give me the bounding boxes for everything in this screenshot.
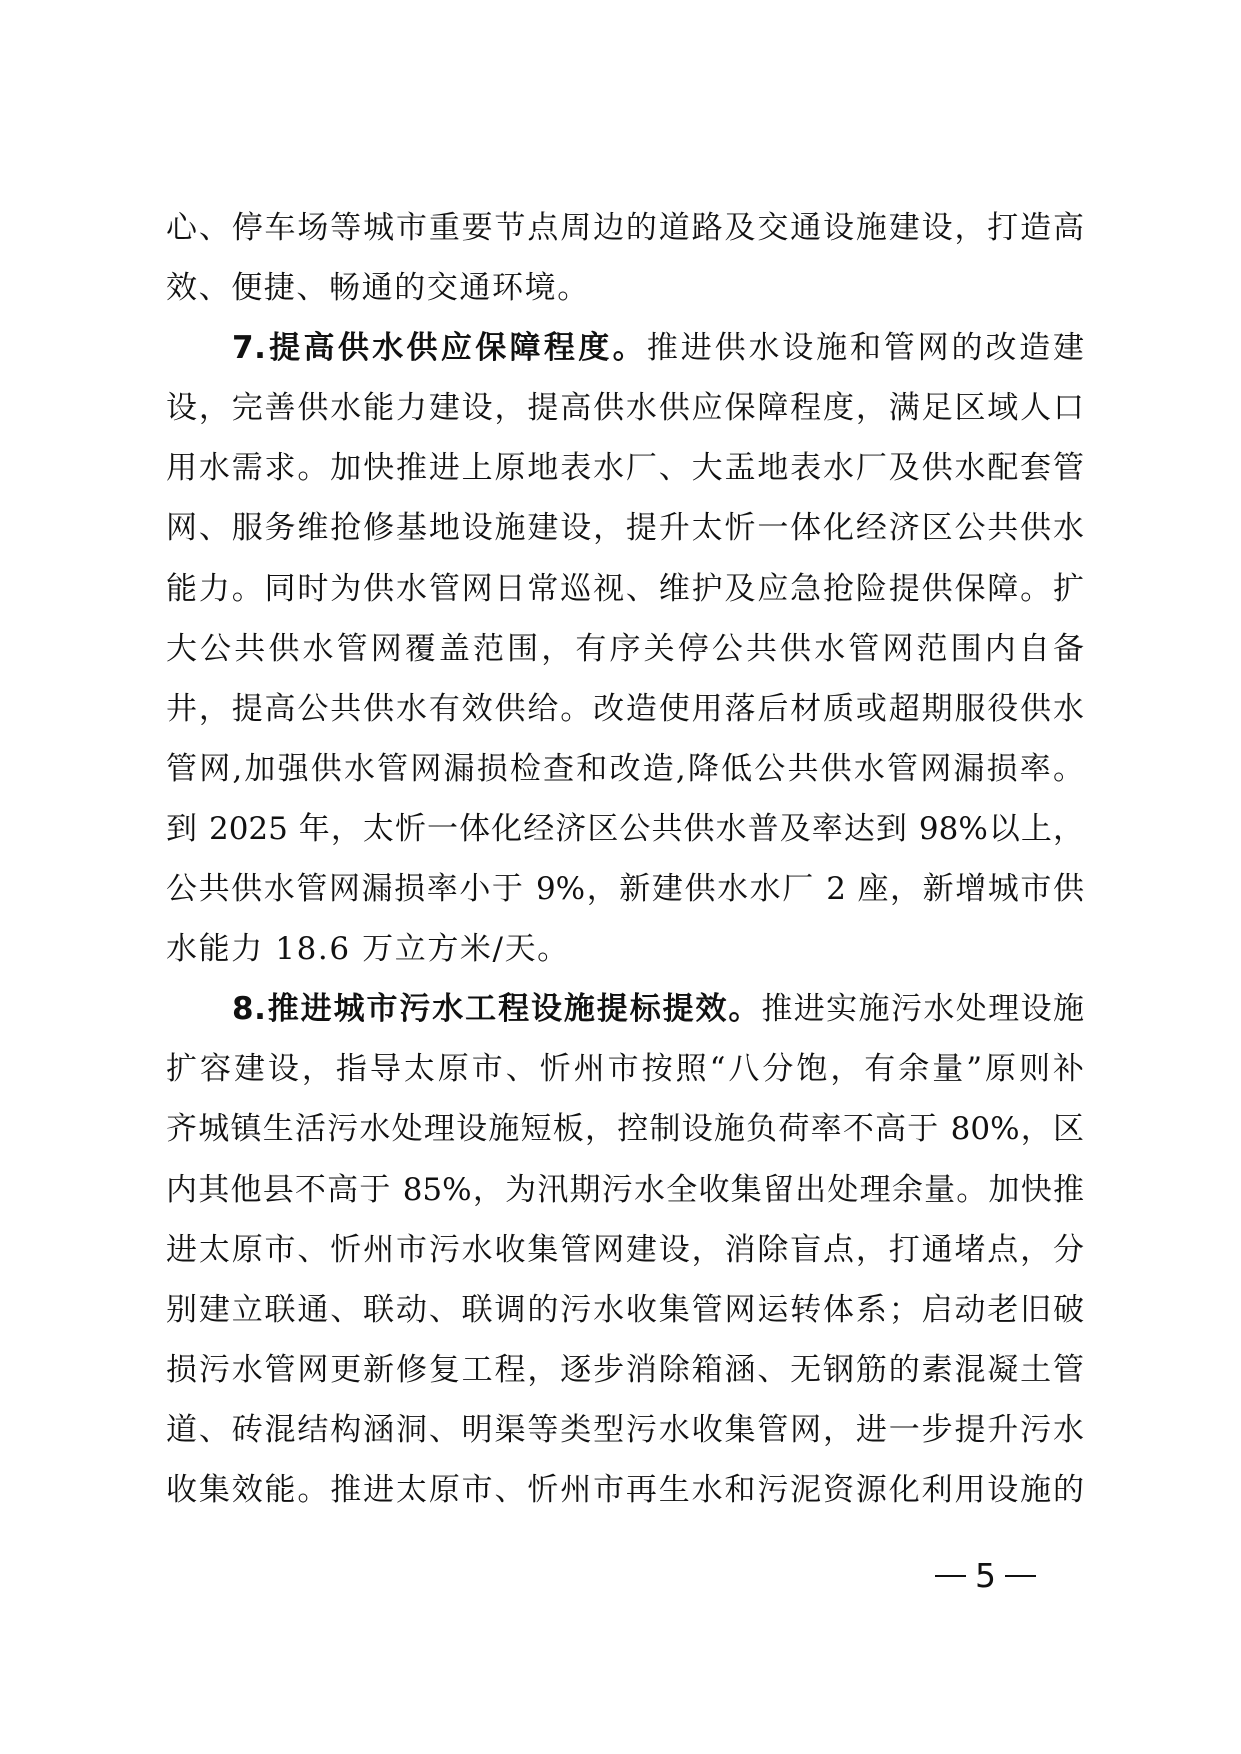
text-line: 心、停车场等城市重要节点周边的道路及交通设施建设，打造高: [166, 210, 1084, 246]
body-text: [166, 205, 1084, 1527]
em-dash-left: [935, 1575, 966, 1577]
text-line: [166, 986, 1084, 1046]
paragraph-section-7: [166, 325, 1084, 986]
page-number-footer: [935, 1556, 1036, 1596]
text-line: 扩容建设，指导太原市、忻州市按照“八分饱，有余量”原则补: [166, 1051, 1084, 1088]
text-line: 收集效能。推进太原市、忻州市再生水和污泥资源化利用设施的: [166, 1471, 1084, 1508]
text-line: 到 2025 年，太忻一体化经济区公共供水普及率达到 98%以上，: [166, 810, 1084, 847]
page-number: 5: [975, 1556, 996, 1595]
section-heading-8: 8.推进城市污水工程设施提标提效。: [232, 991, 762, 1028]
text-line: 管网,加强供水管网漏损检查和改造,降低公共供水管网漏损率。: [166, 750, 1084, 787]
text-line: 齐城镇生活污水处理设施短板，控制设施负荷率不高于 80%，区: [166, 1111, 1084, 1148]
text-line: 用水需求。加快推进上原地表水厂、大盂地表水厂及供水配套管: [166, 450, 1084, 487]
text-line: 水能力 18.6 万立方米/天。: [166, 931, 570, 968]
text-line: 道、砖混结构涵洞、明渠等类型污水收集管网，进一步提升污水: [166, 1411, 1084, 1448]
text-line: 大公共供水管网覆盖范围，有序关停公共供水管网范围内自备: [166, 630, 1084, 667]
paragraph-section-8: [166, 986, 1084, 1527]
text-line: 效、便捷、畅通的交通环境。: [166, 270, 590, 307]
text-line: 别建立联通、联动、联调的污水收集管网运转体系；启动老旧破: [166, 1291, 1084, 1328]
text-line: 内其他县不高于 85%，为汛期污水全收集留出处理余量。加快推: [166, 1171, 1084, 1208]
paragraph-continued: [166, 205, 1084, 325]
text-line: 进太原市、忻州市污水收集管网建设，消除盲点，打通堵点，分: [166, 1231, 1084, 1268]
text-line: 井，提高公共供水有效供给。改造使用落后材质或超期服役供水: [166, 690, 1084, 727]
section-7-lead-text: 推进供水设施和管网的改造建: [646, 330, 1084, 367]
text-line: 设，完善供水能力建设，提高供水供应保障程度，满足区域人口: [166, 390, 1084, 427]
text-line: 公共供水管网漏损率小于 9%，新建供水水厂 2 座，新增城市供: [166, 871, 1084, 908]
section-8-lead-text: 推进实施污水处理设施: [761, 991, 1084, 1028]
text-line: 网、服务维抢修基地设施建设，提升太忻一体化经济区公共供水: [166, 510, 1084, 547]
text-line: 能力。同时为供水管网日常巡视、维护及应急抢险提供保障。扩: [166, 570, 1084, 607]
text-line: 损污水管网更新修复工程，逐步消除箱涵、无钢筋的素混凝土管: [166, 1351, 1084, 1388]
section-heading-7: 7.提高供水供应保障程度。: [232, 330, 647, 367]
em-dash-right: [1005, 1575, 1036, 1577]
text-line: [166, 325, 1084, 385]
